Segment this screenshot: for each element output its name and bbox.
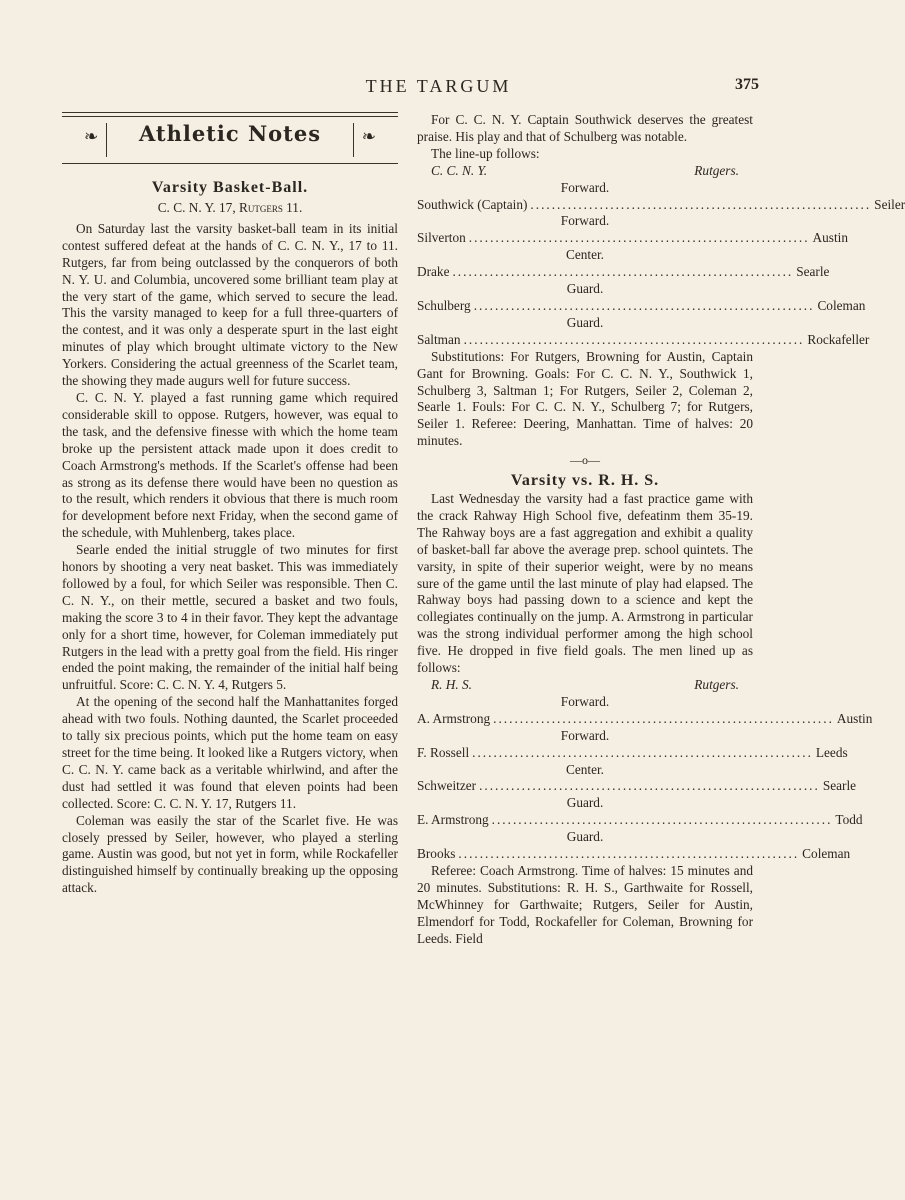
- lineup-row: [417, 264, 830, 281]
- article-paragraph: Coleman was easily the star of the Scarlet five. He was closely pressed by Seiler, however, who played a sterling game. Austin was good, but not yet in form, while Rockafeller distinguished himself by continually breaking up the opposing attack.: [62, 812, 398, 896]
- position-label: Center.: [565, 247, 605, 263]
- player-left: F. Rossell: [417, 744, 470, 760]
- lineup-row: [417, 331, 870, 349]
- dot-leader: ................................................................: [463, 331, 805, 347]
- dot-leader: ................................................................: [491, 812, 833, 828]
- lineup-header: [417, 677, 753, 694]
- lineup-row: [417, 196, 905, 214]
- dot-leader: ................................................................: [473, 297, 815, 313]
- player-left: Silverton: [417, 230, 466, 246]
- article-paragraph: For C. C. N. Y. Captain Southwick deserves the greatest praise. His play and that of Schulberg was notable.: [417, 112, 753, 144]
- lineup-row: [417, 846, 851, 863]
- position-label: Guard.: [566, 281, 604, 297]
- lineup-table: [417, 162, 905, 349]
- team-left-label: C. C. N. Y.: [431, 162, 488, 178]
- article-paragraph: Searle ended the initial struggle of two minutes for first honors by shooting a very neat basket. This was immediately followed by a foul, for which Seiler was responsible. Then C. C. N. Y., on their mettle, secured a basket and two fouls, making the score 3 to 4 in their favor. They kept the advantage only for a short time, however, for Coleman immediately put Rutgers in the lead with a pretty goal from the field. His ringer ended the point making, the remainder of the initial half being unfruitful. Score: C. C. N. Y. 4, Rutgers 5.: [62, 542, 398, 693]
- player-right: Coleman: [817, 297, 866, 313]
- team-left-label: R. H. S.: [431, 677, 472, 692]
- dot-leader: ................................................................: [468, 230, 810, 246]
- lineup-header: [417, 163, 753, 180]
- dot-leader: ................................................................: [530, 196, 872, 212]
- article-paragraph: Substitutions: For Rutgers, Browning for Austin, Captain Gant for Browning. Goals: For C. C. N. Y., Southwick 1, Schulberg 3, Saltman 1; For Rutgers, Seiler 2, Coleman 2, Searle 1. Fouls: For C. C. N. Y., Schulberg 7; for Rutgers, Seiler 1. Referee: Deering, Manhattan. Time of halves: 20 minutes.: [417, 348, 753, 449]
- player-right: Todd: [835, 812, 863, 828]
- player-right: Leeds: [815, 744, 848, 760]
- player-left: E. Armstrong: [417, 812, 489, 828]
- player-left: Saltman: [417, 331, 461, 347]
- article-paragraph: The line-up follows:: [431, 145, 540, 161]
- position-label: Forward.: [560, 693, 610, 709]
- lineup-row: [417, 710, 873, 728]
- player-left: Schulberg: [417, 297, 471, 313]
- position-label: Forward.: [560, 213, 610, 229]
- dot-leader: ................................................................: [479, 778, 820, 794]
- article-paragraph: C. C. N. Y. played a fast running game which required considerable skill to oppose. Rutgers, however, was equal to the task, and the defensive finesse with which the home team broke up the persistent attack made upon it does credit to Coach Armstrong's methods. If the Scarlet's offense had been as strong as its defense there would have been no question as to the result, which renders it obvious that there is much room for development before next Friday, when the second game of the schedule, with Muhlenberg, takes place.: [62, 389, 398, 541]
- lineup-table: [417, 677, 873, 863]
- dot-leader: ................................................................: [472, 744, 813, 760]
- section-banner: [62, 116, 398, 164]
- lineup-row: [417, 778, 857, 795]
- right-column: [417, 112, 905, 948]
- lineup-row: [417, 230, 848, 247]
- player-right: Rockafeller: [807, 331, 870, 347]
- player-right: Austin: [812, 230, 848, 246]
- position-label: Forward.: [560, 179, 610, 195]
- lineup-row: [417, 812, 863, 829]
- article-paragraph: At the opening of the second half the Manhattanites forged ahead with two fouls. Nothing daunted, the Scarlet proceeded to tally six precious points, which put the home team on easy street for the time being. It looked like a Rutgers victory, when C. C. N. Y. came back as a veritable whirlwind, and after the dust had settled it was found that eleven points had been collected. Score: C. C. N. Y. 17, Rutgers 11.: [62, 694, 398, 811]
- banner-divider-right: [353, 123, 354, 157]
- fleuron-left-icon: ❧: [84, 127, 99, 146]
- lineup-row: [417, 744, 848, 762]
- running-head: [0, 76, 877, 100]
- player-right: Austin: [836, 710, 873, 726]
- dot-leader: ................................................................: [458, 846, 800, 862]
- player-right: Seiler: [874, 196, 905, 212]
- player-left: Schweitzer: [417, 778, 477, 794]
- player-left: A. Armstrong: [417, 710, 491, 726]
- article-paragraph: On Saturday last the varsity basket-ball team in its initial contest suffered defeat at the hands of C. C. N. Y., 17 to 11. Rutgers, far from being outclassed by the conquerors of both N. Y. U. and Columbia, uncovered some brilliant team play at the very start of the game, which served to secure the lead. This the varsity managed to keep for a full three-quarters of the contest, and it was only a desperate spurt in the last eight minutes of play which brought ultimate victory to the New Yorkers. Considering the actual greenness of the Scarlet team, the showing they made augurs well for future success.: [62, 220, 398, 389]
- player-left: Brooks: [417, 846, 456, 862]
- article-divider: —o—: [570, 453, 600, 468]
- score-line: C. C. N. Y. 17, Rutgers 11.: [157, 200, 303, 215]
- player-right: Searle: [822, 778, 857, 794]
- position-label: Forward.: [560, 727, 610, 743]
- position-label: Guard.: [566, 314, 604, 330]
- player-left: Southwick (Captain): [417, 196, 528, 212]
- lineup-row: [417, 297, 866, 315]
- dot-leader: ................................................................: [452, 264, 794, 280]
- fleuron-right-icon: ❧: [361, 127, 376, 146]
- article-title: Varsity vs. R. H. S.: [510, 472, 660, 490]
- team-right-label: Rutgers.: [694, 162, 739, 178]
- team-right-label: Rutgers.: [694, 677, 739, 692]
- position-label: Guard.: [566, 829, 604, 845]
- player-right: Searle: [796, 264, 830, 280]
- banner-top-rule: [62, 112, 398, 113]
- article-title: Varsity Basket-Ball.: [151, 179, 309, 196]
- article-paragraph: Last Wednesday the varsity had a fast practice game with the crack Rahway High School five, defeatinm them 35-19. The Rahway boys are a fast aggregation and exhibit a quality of basket-ball far above the average prep. school quintets. The varsity, in spite of their superior weight, were by no means sure of the game until the last minute of play had elapsed. The Rahway boys had passing down to a science and kept the collegiates continually on the jump. A. Armstrong in particular was the strong individual performer among the high school five. He dropped in five field goals. The men lined up as follows:: [417, 491, 753, 676]
- dot-leader: ................................................................: [493, 710, 834, 726]
- section-title: Athletic Notes: [138, 121, 322, 146]
- player-left: Drake: [417, 264, 450, 280]
- page-number: 375: [735, 76, 759, 93]
- running-title: THE TARGUM: [365, 76, 512, 96]
- position-label: Center.: [565, 761, 605, 777]
- player-right: Coleman: [802, 846, 851, 862]
- left-column: [62, 112, 398, 897]
- article-paragraph: Referee: Coach Armstrong. Time of halves: 15 minutes and 20 minutes. Substitutions: R. H. S., Garthwaite for Rossell, McWhinney for Garthwaite; Rutgers, Seiler for Austin, Elmendorf for Todd, Rockafeller for Coleman, Browning for Leeds. Field: [417, 862, 753, 946]
- position-label: Guard.: [566, 795, 604, 811]
